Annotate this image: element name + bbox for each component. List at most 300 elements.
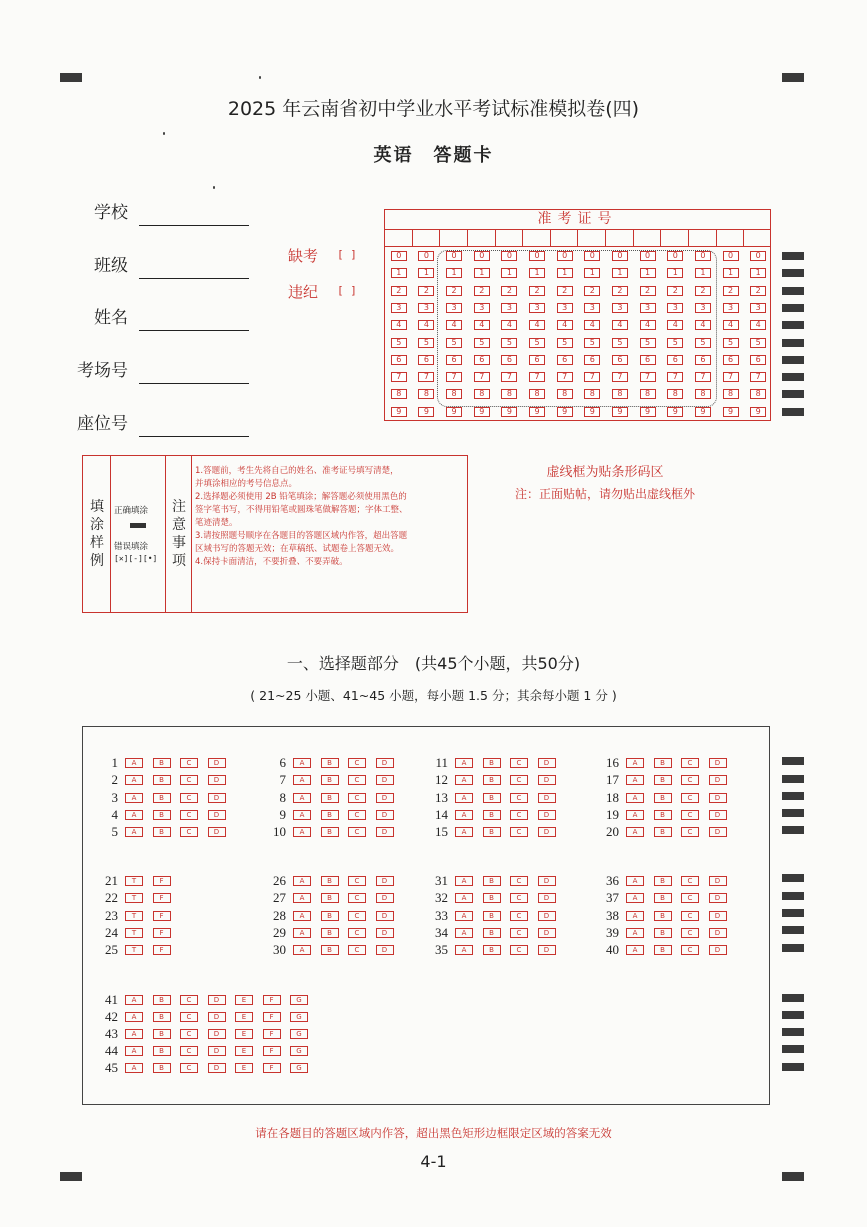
answer-bubble[interactable]: C [681, 945, 699, 955]
answer-bubble[interactable]: A [125, 758, 143, 768]
exam-id-bubble[interactable]: 4 [474, 320, 490, 330]
answer-bubble[interactable]: A [125, 810, 143, 820]
answer-bubble[interactable]: B [654, 893, 672, 903]
exam-id-bubble[interactable]: 0 [723, 251, 739, 261]
answer-bubble[interactable]: C [180, 995, 198, 1005]
answer-bubble[interactable]: C [348, 793, 366, 803]
exam-id-bubble[interactable]: 3 [557, 303, 573, 313]
name-field[interactable] [139, 330, 249, 331]
exam-id-bubble[interactable]: 6 [557, 355, 573, 365]
answer-bubble[interactable]: C [681, 810, 699, 820]
answer-bubble[interactable]: B [153, 758, 171, 768]
answer-bubble[interactable]: D [538, 911, 556, 921]
answer-bubble[interactable]: C [180, 1012, 198, 1022]
exam-id-bubble[interactable]: 3 [418, 303, 434, 313]
answer-bubble[interactable]: A [293, 945, 311, 955]
answer-bubble[interactable]: A [125, 793, 143, 803]
exam-id-bubble[interactable]: 8 [750, 389, 766, 399]
answer-bubble[interactable]: D [538, 827, 556, 837]
answer-bubble[interactable]: B [321, 827, 339, 837]
answer-bubble[interactable]: B [654, 775, 672, 785]
answer-bubble[interactable]: B [153, 1046, 171, 1056]
answer-bubble[interactable]: A [626, 758, 644, 768]
answer-bubble[interactable]: A [125, 1029, 143, 1039]
exam-id-bubble[interactable]: 8 [584, 389, 600, 399]
exam-id-bubble[interactable]: 3 [474, 303, 490, 313]
answer-bubble[interactable]: A [293, 893, 311, 903]
exam-id-write-cell[interactable] [689, 229, 717, 246]
answer-bubble[interactable]: D [208, 1029, 226, 1039]
answer-bubble[interactable]: D [538, 793, 556, 803]
answer-bubble[interactable]: A [293, 876, 311, 886]
exam-id-bubble[interactable]: 2 [667, 286, 683, 296]
exam-id-bubble[interactable]: 8 [557, 389, 573, 399]
exam-id-bubble[interactable]: 9 [612, 407, 628, 417]
exam-id-bubble[interactable]: 4 [723, 320, 739, 330]
exam-id-bubble[interactable]: 2 [474, 286, 490, 296]
answer-bubble[interactable]: E [235, 1012, 253, 1022]
answer-bubble[interactable]: F [263, 1012, 281, 1022]
answer-bubble[interactable]: C [180, 775, 198, 785]
exam-id-bubble[interactable]: 7 [391, 372, 407, 382]
answer-bubble[interactable]: D [208, 775, 226, 785]
answer-bubble[interactable]: D [709, 893, 727, 903]
answer-bubble[interactable]: D [538, 876, 556, 886]
answer-bubble[interactable]: B [321, 758, 339, 768]
exam-id-bubble[interactable]: 1 [391, 268, 407, 278]
answer-bubble[interactable]: C [681, 876, 699, 886]
exam-id-bubble[interactable]: 0 [584, 251, 600, 261]
exam-id-bubble[interactable]: 8 [446, 389, 462, 399]
answer-bubble[interactable]: B [654, 827, 672, 837]
answer-bubble[interactable]: C [348, 876, 366, 886]
exam-id-bubble[interactable]: 6 [667, 355, 683, 365]
exam-id-bubble[interactable]: 2 [750, 286, 766, 296]
exam-id-bubble[interactable]: 1 [501, 268, 517, 278]
exam-id-bubble[interactable]: 0 [529, 251, 545, 261]
answer-bubble[interactable]: A [455, 827, 473, 837]
exam-id-bubble[interactable]: 6 [529, 355, 545, 365]
answer-bubble[interactable]: C [681, 928, 699, 938]
answer-bubble[interactable]: B [321, 945, 339, 955]
exam-id-bubble[interactable]: 1 [667, 268, 683, 278]
exam-id-bubble[interactable]: 9 [446, 407, 462, 417]
answer-bubble[interactable]: B [654, 810, 672, 820]
exam-id-bubble[interactable]: 9 [418, 407, 434, 417]
exam-id-bubble[interactable]: 4 [501, 320, 517, 330]
answer-bubble[interactable]: A [455, 911, 473, 921]
answer-bubble[interactable]: C [681, 911, 699, 921]
exam-id-bubble[interactable]: 1 [557, 268, 573, 278]
exam-id-bubble[interactable]: 0 [501, 251, 517, 261]
exam-id-bubble[interactable]: 6 [474, 355, 490, 365]
answer-bubble[interactable]: A [455, 810, 473, 820]
answer-bubble[interactable]: D [376, 827, 394, 837]
answer-bubble[interactable]: D [538, 945, 556, 955]
answer-bubble[interactable]: D [208, 810, 226, 820]
answer-bubble[interactable]: C [348, 893, 366, 903]
answer-bubble[interactable]: B [321, 876, 339, 886]
answer-bubble[interactable]: B [654, 793, 672, 803]
exam-id-bubble[interactable]: 9 [723, 407, 739, 417]
exam-id-bubble[interactable]: 9 [584, 407, 600, 417]
exam-id-bubble[interactable]: 7 [584, 372, 600, 382]
answer-bubble[interactable]: D [376, 810, 394, 820]
exam-id-bubble[interactable]: 6 [501, 355, 517, 365]
exam-id-bubble[interactable]: 5 [695, 338, 711, 348]
answer-bubble[interactable]: D [208, 995, 226, 1005]
answer-bubble[interactable]: B [153, 827, 171, 837]
answer-bubble[interactable]: G [290, 995, 308, 1005]
answer-bubble[interactable]: B [483, 893, 501, 903]
exam-id-bubble[interactable]: 7 [474, 372, 490, 382]
answer-bubble[interactable]: D [376, 758, 394, 768]
answer-bubble[interactable]: G [290, 1029, 308, 1039]
answer-bubble[interactable]: A [626, 911, 644, 921]
answer-bubble[interactable]: B [483, 793, 501, 803]
answer-bubble[interactable]: F [153, 945, 171, 955]
exam-id-bubble[interactable]: 0 [695, 251, 711, 261]
exam-id-bubble[interactable]: 9 [695, 407, 711, 417]
answer-bubble[interactable]: D [208, 1012, 226, 1022]
answer-bubble[interactable]: B [321, 810, 339, 820]
exam-id-write-cell[interactable] [385, 229, 413, 246]
answer-bubble[interactable]: E [235, 1046, 253, 1056]
answer-bubble[interactable]: A [455, 893, 473, 903]
answer-bubble[interactable]: D [709, 758, 727, 768]
exam-id-bubble[interactable]: 4 [750, 320, 766, 330]
answer-bubble[interactable]: B [153, 775, 171, 785]
answer-bubble[interactable]: F [153, 893, 171, 903]
exam-id-bubble[interactable]: 0 [474, 251, 490, 261]
answer-bubble[interactable]: B [654, 928, 672, 938]
exam-id-write-cell[interactable] [440, 229, 468, 246]
exam-id-bubble[interactable]: 9 [640, 407, 656, 417]
exam-id-bubble[interactable]: 3 [640, 303, 656, 313]
answer-bubble[interactable]: G [290, 1012, 308, 1022]
answer-bubble[interactable]: D [538, 893, 556, 903]
answer-bubble[interactable]: C [510, 911, 528, 921]
answer-bubble[interactable]: B [483, 827, 501, 837]
answer-bubble[interactable]: D [208, 1046, 226, 1056]
school-field[interactable] [139, 225, 249, 226]
answer-bubble[interactable]: B [153, 1029, 171, 1039]
answer-bubble[interactable]: A [455, 775, 473, 785]
exam-id-bubble[interactable]: 9 [667, 407, 683, 417]
exam-id-write-cell[interactable] [717, 229, 745, 246]
answer-bubble[interactable]: C [681, 758, 699, 768]
violation-checkbox[interactable]: [ ] [337, 284, 357, 297]
answer-bubble[interactable]: A [125, 995, 143, 1005]
answer-bubble[interactable]: C [180, 827, 198, 837]
absent-checkbox[interactable]: [ ] [337, 248, 357, 261]
answer-bubble[interactable]: A [455, 758, 473, 768]
answer-bubble[interactable]: B [483, 758, 501, 768]
exam-id-bubble[interactable]: 5 [612, 338, 628, 348]
exam-id-bubble[interactable]: 9 [557, 407, 573, 417]
answer-bubble[interactable]: F [263, 995, 281, 1005]
answer-bubble[interactable]: E [235, 1063, 253, 1073]
answer-bubble[interactable]: A [455, 945, 473, 955]
exam-id-bubble[interactable]: 1 [723, 268, 739, 278]
answer-bubble[interactable]: A [626, 945, 644, 955]
answer-bubble[interactable]: D [376, 893, 394, 903]
exam-id-bubble[interactable]: 5 [723, 338, 739, 348]
exam-id-bubble[interactable]: 1 [584, 268, 600, 278]
answer-bubble[interactable]: A [125, 1046, 143, 1056]
answer-bubble[interactable]: C [180, 1046, 198, 1056]
exam-id-bubble[interactable]: 2 [418, 286, 434, 296]
exam-id-bubble[interactable]: 4 [418, 320, 434, 330]
exam-id-bubble[interactable]: 2 [612, 286, 628, 296]
exam-id-bubble[interactable]: 6 [391, 355, 407, 365]
answer-bubble[interactable]: B [483, 810, 501, 820]
exam-id-bubble[interactable]: 4 [446, 320, 462, 330]
exam-id-bubble[interactable]: 7 [723, 372, 739, 382]
exam-id-bubble[interactable]: 5 [501, 338, 517, 348]
exam-id-write-cell[interactable] [606, 229, 634, 246]
exam-id-bubble[interactable]: 9 [750, 407, 766, 417]
answer-bubble[interactable]: A [293, 827, 311, 837]
answer-bubble[interactable]: C [348, 810, 366, 820]
exam-id-bubble[interactable]: 0 [418, 251, 434, 261]
answer-bubble[interactable]: A [125, 1063, 143, 1073]
answer-bubble[interactable]: A [293, 928, 311, 938]
answer-bubble[interactable]: A [293, 810, 311, 820]
exam-id-bubble[interactable]: 5 [557, 338, 573, 348]
answer-bubble[interactable]: D [376, 928, 394, 938]
exam-id-bubble[interactable]: 2 [584, 286, 600, 296]
answer-bubble[interactable]: G [290, 1046, 308, 1056]
answer-bubble[interactable]: A [455, 876, 473, 886]
exam-id-bubble[interactable]: 4 [557, 320, 573, 330]
exam-id-bubble[interactable]: 1 [418, 268, 434, 278]
exam-id-bubble[interactable]: 2 [391, 286, 407, 296]
exam-id-bubble[interactable]: 7 [612, 372, 628, 382]
exam-id-bubble[interactable]: 1 [474, 268, 490, 278]
answer-bubble[interactable]: A [626, 876, 644, 886]
answer-bubble[interactable]: A [125, 827, 143, 837]
exam-id-bubble[interactable]: 7 [750, 372, 766, 382]
exam-id-write-cell[interactable] [634, 229, 662, 246]
exam-id-bubble[interactable]: 3 [446, 303, 462, 313]
exam-id-bubble[interactable]: 5 [418, 338, 434, 348]
answer-bubble[interactable]: B [321, 928, 339, 938]
exam-id-bubble[interactable]: 1 [529, 268, 545, 278]
exam-id-bubble[interactable]: 2 [723, 286, 739, 296]
exam-id-write-cell[interactable] [413, 229, 441, 246]
exam-id-bubble[interactable]: 7 [695, 372, 711, 382]
answer-bubble[interactable]: C [180, 1063, 198, 1073]
answer-bubble[interactable]: B [483, 775, 501, 785]
exam-id-bubble[interactable]: 1 [446, 268, 462, 278]
exam-id-bubble[interactable]: 4 [391, 320, 407, 330]
answer-bubble[interactable]: D [208, 793, 226, 803]
exam-id-bubble[interactable]: 4 [612, 320, 628, 330]
exam-id-bubble[interactable]: 7 [418, 372, 434, 382]
answer-bubble[interactable]: B [153, 995, 171, 1005]
exam-id-bubble[interactable]: 9 [391, 407, 407, 417]
exam-id-bubble[interactable]: 2 [446, 286, 462, 296]
answer-bubble[interactable]: A [293, 775, 311, 785]
answer-bubble[interactable]: C [180, 810, 198, 820]
exam-id-bubble[interactable]: 1 [612, 268, 628, 278]
answer-bubble[interactable]: F [263, 1063, 281, 1073]
answer-bubble[interactable]: F [153, 928, 171, 938]
answer-bubble[interactable]: D [376, 793, 394, 803]
answer-bubble[interactable]: F [263, 1029, 281, 1039]
exam-id-bubble[interactable]: 5 [446, 338, 462, 348]
exam-id-bubble[interactable]: 6 [750, 355, 766, 365]
exam-id-bubble[interactable]: 7 [557, 372, 573, 382]
exam-id-write-cell[interactable] [551, 229, 579, 246]
exam-id-bubble[interactable]: 0 [667, 251, 683, 261]
exam-id-bubble[interactable]: 8 [474, 389, 490, 399]
answer-bubble[interactable]: A [293, 911, 311, 921]
exam-id-bubble[interactable]: 2 [557, 286, 573, 296]
exam-id-bubble[interactable]: 8 [667, 389, 683, 399]
answer-bubble[interactable]: T [125, 876, 143, 886]
exam-id-bubble[interactable]: 6 [695, 355, 711, 365]
exam-id-bubble[interactable]: 4 [640, 320, 656, 330]
answer-bubble[interactable]: F [153, 876, 171, 886]
answer-bubble[interactable]: C [180, 758, 198, 768]
answer-bubble[interactable]: A [626, 827, 644, 837]
exam-id-write-cell[interactable] [496, 229, 524, 246]
answer-bubble[interactable]: C [348, 911, 366, 921]
answer-bubble[interactable]: C [681, 893, 699, 903]
exam-id-write-cell[interactable] [744, 229, 772, 246]
exam-id-bubble[interactable]: 3 [667, 303, 683, 313]
exam-id-bubble[interactable]: 0 [391, 251, 407, 261]
exam-id-bubble[interactable]: 9 [529, 407, 545, 417]
exam-id-bubble[interactable]: 0 [640, 251, 656, 261]
answer-bubble[interactable]: T [125, 928, 143, 938]
exam-id-bubble[interactable]: 4 [584, 320, 600, 330]
exam-id-bubble[interactable]: 5 [474, 338, 490, 348]
answer-bubble[interactable]: A [626, 893, 644, 903]
exam-id-bubble[interactable]: 3 [501, 303, 517, 313]
answer-bubble[interactable]: B [483, 911, 501, 921]
answer-bubble[interactable]: D [376, 911, 394, 921]
exam-id-bubble[interactable]: 6 [723, 355, 739, 365]
exam-id-bubble[interactable]: 5 [750, 338, 766, 348]
answer-bubble[interactable]: B [321, 793, 339, 803]
answer-bubble[interactable]: B [321, 911, 339, 921]
exam-id-bubble[interactable]: 8 [391, 389, 407, 399]
exam-id-bubble[interactable]: 8 [529, 389, 545, 399]
answer-bubble[interactable]: A [455, 793, 473, 803]
answer-bubble[interactable]: D [208, 1063, 226, 1073]
exam-id-bubble[interactable]: 5 [640, 338, 656, 348]
answer-bubble[interactable]: C [681, 775, 699, 785]
answer-bubble[interactable]: C [180, 1029, 198, 1039]
exam-id-bubble[interactable]: 4 [695, 320, 711, 330]
answer-bubble[interactable]: D [376, 945, 394, 955]
answer-bubble[interactable]: D [376, 775, 394, 785]
exam-id-bubble[interactable]: 7 [529, 372, 545, 382]
answer-bubble[interactable]: B [321, 893, 339, 903]
answer-bubble[interactable]: C [510, 876, 528, 886]
answer-bubble[interactable]: C [180, 793, 198, 803]
answer-bubble[interactable]: A [626, 793, 644, 803]
exam-id-bubble[interactable]: 3 [529, 303, 545, 313]
exam-id-bubble[interactable]: 6 [584, 355, 600, 365]
answer-bubble[interactable]: D [208, 827, 226, 837]
exam-id-bubble[interactable]: 6 [446, 355, 462, 365]
exam-id-bubble[interactable]: 7 [667, 372, 683, 382]
answer-bubble[interactable]: B [153, 793, 171, 803]
answer-bubble[interactable]: C [348, 928, 366, 938]
answer-bubble[interactable]: B [654, 911, 672, 921]
answer-bubble[interactable]: D [709, 911, 727, 921]
answer-bubble[interactable]: B [654, 758, 672, 768]
exam-id-bubble[interactable]: 8 [612, 389, 628, 399]
answer-bubble[interactable]: D [538, 758, 556, 768]
answer-bubble[interactable]: C [681, 793, 699, 803]
answer-bubble[interactable]: B [483, 945, 501, 955]
answer-bubble[interactable]: C [510, 945, 528, 955]
answer-bubble[interactable]: C [348, 827, 366, 837]
answer-bubble[interactable]: D [376, 876, 394, 886]
exam-id-bubble[interactable]: 4 [529, 320, 545, 330]
exam-id-bubble[interactable]: 3 [612, 303, 628, 313]
answer-bubble[interactable]: C [681, 827, 699, 837]
answer-bubble[interactable]: G [290, 1063, 308, 1073]
answer-bubble[interactable]: T [125, 893, 143, 903]
answer-bubble[interactable]: D [709, 876, 727, 886]
answer-bubble[interactable]: D [538, 928, 556, 938]
answer-bubble[interactable]: T [125, 945, 143, 955]
answer-bubble[interactable]: C [510, 827, 528, 837]
exam-id-bubble[interactable]: 3 [391, 303, 407, 313]
exam-id-bubble[interactable]: 1 [695, 268, 711, 278]
exam-id-bubble[interactable]: 6 [418, 355, 434, 365]
exam-id-bubble[interactable]: 5 [584, 338, 600, 348]
exam-id-bubble[interactable]: 0 [446, 251, 462, 261]
answer-bubble[interactable]: D [538, 810, 556, 820]
exam-id-bubble[interactable]: 3 [723, 303, 739, 313]
exam-id-bubble[interactable]: 2 [640, 286, 656, 296]
exam-id-write-cell[interactable] [468, 229, 496, 246]
answer-bubble[interactable]: E [235, 995, 253, 1005]
exam-id-bubble[interactable]: 7 [640, 372, 656, 382]
answer-bubble[interactable]: D [709, 810, 727, 820]
answer-bubble[interactable]: B [483, 876, 501, 886]
answer-bubble[interactable]: B [321, 775, 339, 785]
answer-bubble[interactable]: B [654, 945, 672, 955]
room-field[interactable] [139, 383, 249, 384]
answer-bubble[interactable]: B [153, 1012, 171, 1022]
answer-bubble[interactable]: F [153, 911, 171, 921]
answer-bubble[interactable]: D [709, 775, 727, 785]
answer-bubble[interactable]: C [510, 775, 528, 785]
class-field[interactable] [139, 278, 249, 279]
answer-bubble[interactable]: C [510, 758, 528, 768]
exam-id-bubble[interactable]: 0 [557, 251, 573, 261]
exam-id-bubble[interactable]: 0 [612, 251, 628, 261]
exam-id-bubble[interactable]: 2 [695, 286, 711, 296]
exam-id-bubble[interactable]: 7 [446, 372, 462, 382]
answer-bubble[interactable]: C [348, 758, 366, 768]
answer-bubble[interactable]: D [709, 928, 727, 938]
answer-bubble[interactable]: A [293, 758, 311, 768]
exam-id-bubble[interactable]: 1 [750, 268, 766, 278]
answer-bubble[interactable]: F [263, 1046, 281, 1056]
exam-id-bubble[interactable]: 8 [723, 389, 739, 399]
exam-id-bubble[interactable]: 6 [612, 355, 628, 365]
answer-bubble[interactable]: D [709, 945, 727, 955]
